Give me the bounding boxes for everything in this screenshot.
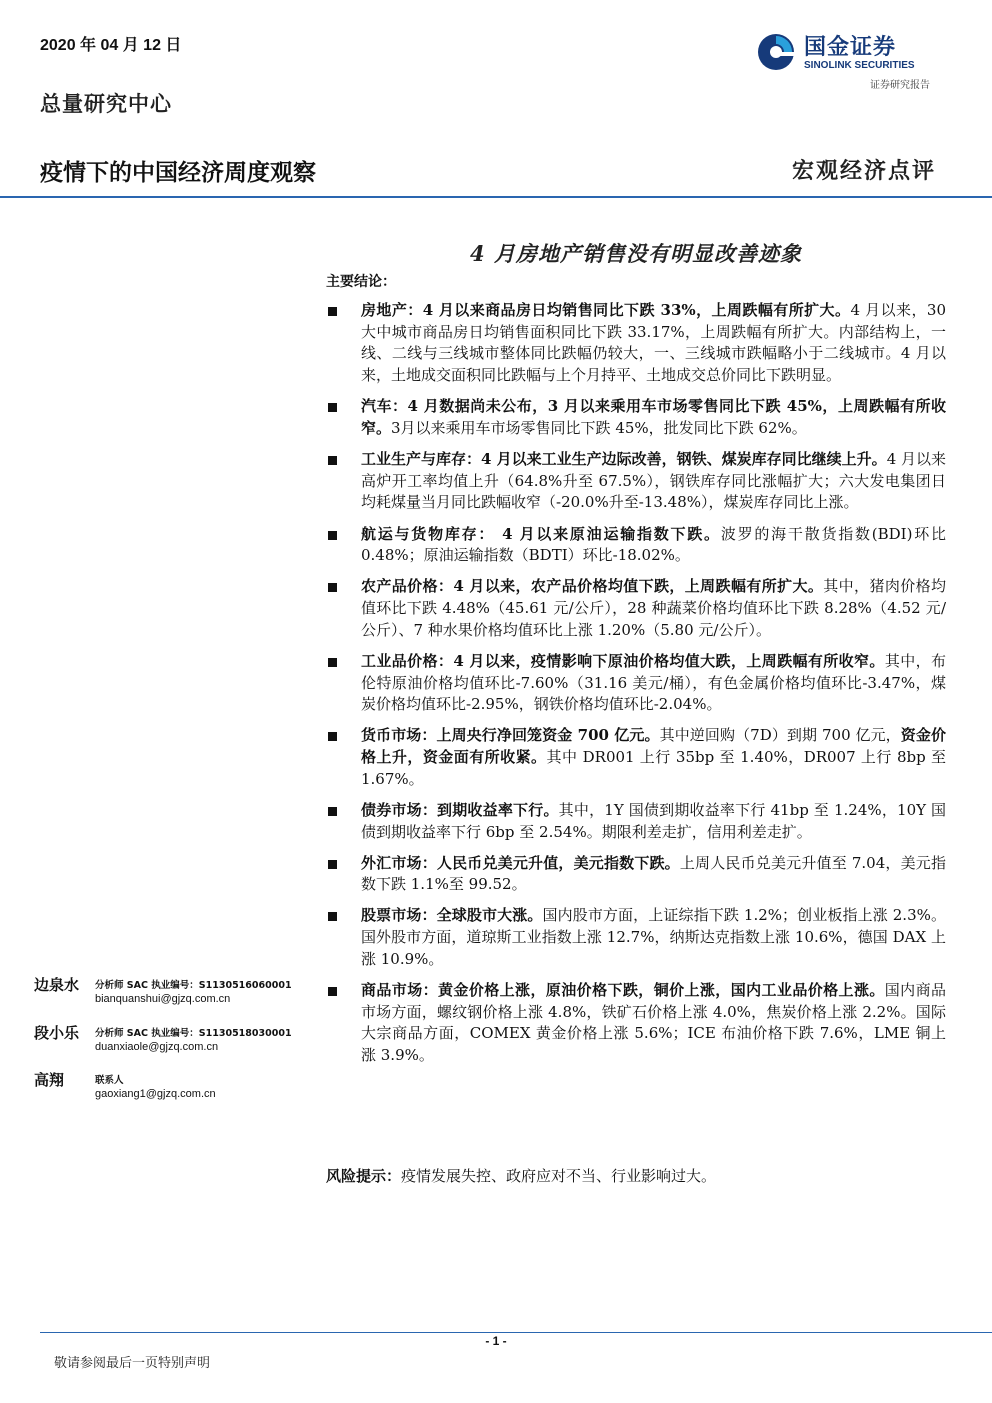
bullet-text: 国内股市方面，上证综指下跌 1.2%；创业板指上涨 2.3%。国外股市方面，道琼斯工业指数上涨 12.7%，纳斯达克指数上涨 10.6%，德国 DAX 上涨 10.9%。 [361, 906, 946, 968]
list-item [326, 300, 946, 387]
headline: 4 月房地产销售没有明显改善迹象 [470, 241, 802, 266]
bullet-text: 其中，布伦特原油价格均值环比-7.60%（31.16 美元/桶），有色金属价格均值环比-3.47%，煤炭价格均值环比-2.95%，钢铁价格均值环比-2.04%。 [361, 651, 946, 714]
disclaimer-note: 敬请参阅最后一页特别声明 [54, 1356, 211, 1371]
logo-name-en: SINOLINK SECURITIES [804, 60, 915, 71]
bullet-square-icon [328, 403, 337, 412]
bullet-text: 其中，猪肉价格均值环比下跌 4.48%（45.61 元/公斤），28 种蔬菜价格均值环比下跌 8.28%（4.52 元/公斤）、7 种水果价格均值环比上涨 1.20%（5.80 元/公斤）。 [361, 577, 946, 639]
bullet-square-icon [328, 732, 337, 741]
analyst-role: 分析师 SAC 执业编号：S1130518030001 [95, 1028, 292, 1039]
risk-text: 疫情发展失控、政府应对不当、行业影响过大。 [401, 1167, 717, 1185]
logo-subtitle: 证券研究报告 [870, 80, 930, 91]
bullet-lead: 商品市场：黄金价格上涨，原油价格下跌，铜价上涨，国内工业品价格上涨。 [361, 980, 885, 999]
list-item [326, 449, 946, 514]
bullet-lead: 债券市场：到期收益率下行。 [361, 800, 559, 819]
list-item [326, 576, 946, 641]
logo-name-cn: 国金证券 [804, 35, 897, 60]
bullet-square-icon [328, 987, 337, 996]
list-item [326, 980, 946, 1067]
list-item [326, 725, 946, 790]
bullet-text: 4 月以来，30 大中城市商品房日均销售面积同比下跌 33.17%，上周跌幅有所扩大。内部结构上，一线、二线与三线城市整体同比跌幅仍较大，一、三线城市跌幅略小于二线城市。4 月以来，土地成交面积同比跌幅与上个月持平、土地成交总价同比下跌明显。 [361, 301, 947, 385]
sinolink-logo-icon [756, 32, 796, 72]
bullet-lead: 股票市场：全球股市大涨。 [361, 906, 543, 925]
bullet-lead: 工业品价格：4 月以来，疫情影响下原油价格均值大跌，上周跌幅有所收窄。 [361, 651, 885, 670]
list-item [326, 905, 946, 970]
list-item [326, 524, 946, 567]
page-number: - 1 - [485, 1334, 507, 1348]
bullet-square-icon [328, 658, 337, 667]
header-divider [0, 196, 992, 198]
analyst-name: 高翔 [34, 1071, 65, 1089]
analyst-name: 段小乐 [34, 1024, 80, 1042]
analyst-role: 联系人 [95, 1075, 124, 1086]
bullet-lead-2: 资金价格上升，资金面有所收紧。 [361, 726, 946, 766]
analyst-name: 边泉水 [34, 976, 80, 994]
bullet-text-2: 其中 DR001 上行 35bp 至 1.40%，DR007 上行 8bp 至 1.67%。 [361, 748, 946, 788]
bullet-lead: 农产品价格：4 月以来，农产品价格均值下跌，上周跌幅有所扩大。 [361, 577, 824, 596]
bullet-square-icon [328, 912, 337, 921]
bullet-square-icon [328, 531, 337, 540]
company-logo [756, 30, 946, 92]
bullet-text: 其中，1Y 国债到期收益率下行 41bp 至 1.24%，10Y 国债到期收益率下行 6bp 至 2.54%。期限利差走扩，信用利差走扩。 [361, 800, 946, 841]
analyst-email[interactable]: gaoxiang1@gjzq.com.cn [95, 1088, 216, 1100]
bullet-text: 其中逆回购（7D）到期 700 亿元， [659, 726, 901, 745]
risk-label: 风险提示： [326, 1167, 402, 1185]
bullet-lead: 工业生产与库存：4 月以来工业生产边际改善，钢铁、煤炭库存同比继续上升。 [361, 450, 887, 468]
bullet-square-icon [328, 583, 337, 592]
bullet-square-icon [328, 860, 337, 869]
bullet-square-icon [328, 456, 337, 465]
list-item [326, 651, 946, 716]
bullet-text: 国内商品市场方面，螺纹钢价格上涨 4.8%，铁矿石价格上涨 4.0%，焦炭价格上涨 2.2%。国际大宗商品方面，COMEX 黄金价格上涨 5.6%；ICE 布油价格下跌 7.6%，LME 铜上涨 3.9%。 [361, 980, 946, 1064]
bullet-text: 波罗的海干散货指数(BDI)环比 0.48%；原油运输指数（BDTI）环比-18.02%。 [361, 524, 946, 565]
list-item [326, 396, 946, 439]
report-type: 宏观经济点评 [791, 158, 936, 184]
bullet-text: 3月以来乘用车市场零售同比下跌 45%，批发同比下跌 62%。 [391, 418, 807, 437]
analyst-email[interactable]: bianquanshui@gjzq.com.cn [95, 993, 231, 1005]
risk-warning [326, 1165, 946, 1187]
bullet-square-icon [328, 807, 337, 816]
conclusion-list [326, 300, 946, 1076]
list-item [326, 800, 946, 843]
bullet-lead: 汽车：4 月数据尚未公布，3 月以来乘用车市场零售同比下跌 45%，上周跌幅有所收窄。 [361, 397, 946, 437]
bullet-square-icon [328, 307, 337, 316]
list-item [326, 853, 946, 896]
research-center-name: 总量研究中心 [40, 91, 172, 116]
bullet-lead: 房地产：4 月以来商品房日均销售同比下跌 33%，上周跌幅有所扩大。 [361, 301, 851, 319]
bullet-text: 4 月以来高炉开工率均值上升（64.8%升至 67.5%），钢铁库存同比涨幅扩大；六大发电集团日均耗煤量当月同比跌幅收窄（-20.0%升至-13.48%），煤炭库存同比上涨。 [361, 450, 947, 512]
analyst-role: 分析师 SAC 执业编号：S1130516060001 [95, 980, 292, 991]
summary-label: 主要结论： [326, 274, 396, 290]
bullet-lead: 航运与货物库存： 4 月以来原油运输指数下跌。 [361, 524, 721, 543]
report-date: 2020 年 04 月 12 日 [40, 37, 182, 54]
report-title: 疫情下的中国经济周度观察 [40, 160, 316, 186]
bullet-lead: 外汇市场：人民币兑美元升值，美元指数下跌。 [361, 853, 680, 872]
footer-divider [40, 1332, 992, 1333]
bullet-lead: 货币市场：上周央行净回笼资金 700 亿元。 [361, 726, 660, 745]
bullet-text: 上周人民币兑美元升值至 7.04，美元指数下跌 1.1%至 99.52。 [361, 853, 946, 894]
analyst-email[interactable]: duanxiaole@gjzq.com.cn [95, 1041, 219, 1053]
